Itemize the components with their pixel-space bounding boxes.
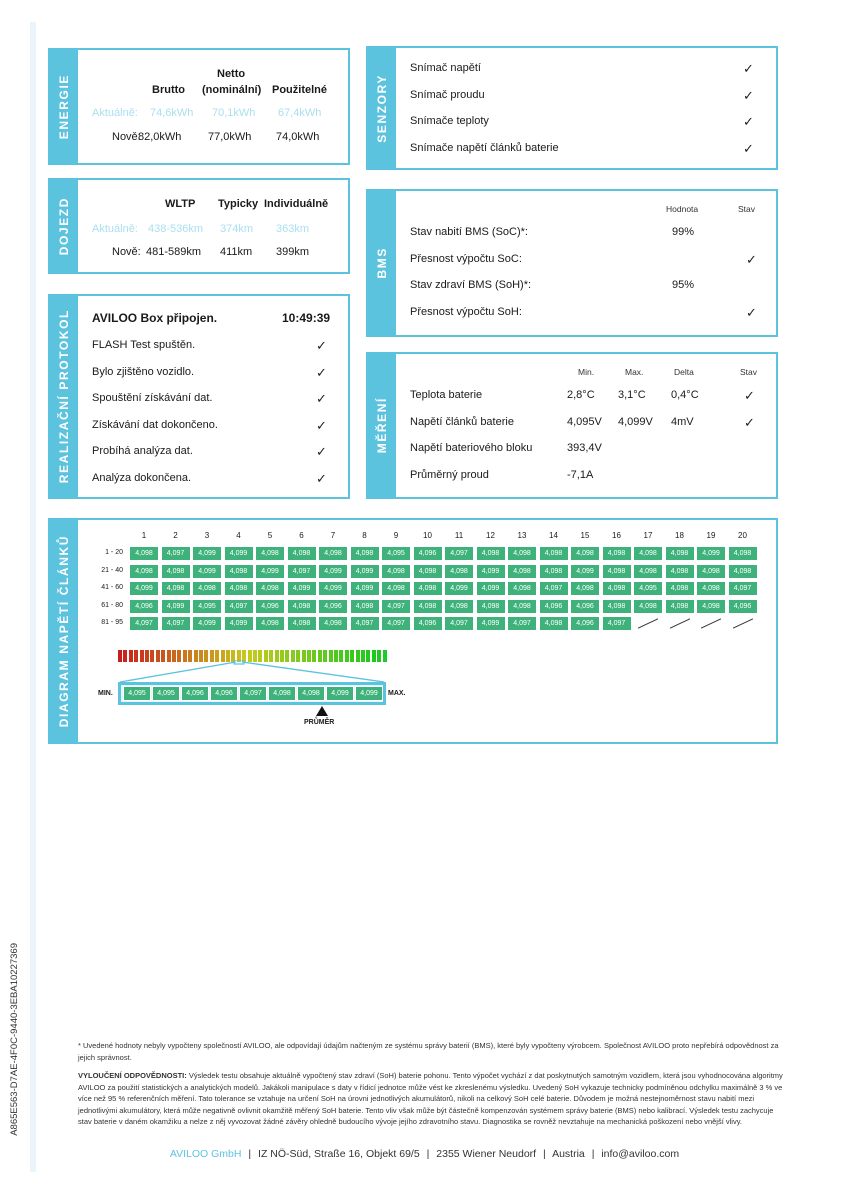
voltage-cell: 4,098 [476, 599, 506, 614]
check-icon: ✓ [744, 414, 755, 430]
range-col-wltp: WLTP [165, 198, 196, 210]
voltage-cell: 4,099 [224, 616, 254, 631]
measure-col-max: Max. [625, 367, 644, 377]
column-number: 2 [173, 531, 178, 540]
voltage-cell: 4,098 [444, 564, 474, 579]
measure-tab: MĚŘENÍ [368, 354, 396, 497]
range-new-wltp: 481-589km [146, 246, 202, 258]
scale-value-cell: 4,097 [239, 686, 267, 701]
energy-new-label: Nově: [112, 131, 141, 143]
measure-row-label: Napětí článků baterie [410, 415, 514, 428]
voltage-cell: 4,098 [570, 546, 600, 561]
voltage-cell: 4,095 [633, 581, 663, 596]
measure-min: -7,1A [567, 468, 594, 481]
footer-email[interactable]: info@aviloo.com [601, 1148, 680, 1160]
disclaimer-note: * Uvedené hodnoty nebyly vypočteny společností AVILOO, ale odpovídají údajům načteným ze systému správy baterií (BMS), které byly vypočteny výrobcem. Společnost AVILOO proto nepřebírá odpovědnost za jejich správnost. [78, 1041, 779, 1062]
voltage-cell: 4,099 [570, 564, 600, 579]
voltage-cell: 4,097 [129, 616, 159, 631]
bms-row-label: Stav nabití BMS (SoC)*: [410, 226, 528, 238]
voltage-cell: 4,098 [350, 546, 380, 561]
voltage-cell: 4,098 [539, 546, 569, 561]
energy-new-netto: 77,0kWh [208, 131, 252, 143]
voltage-cell: 4,096 [129, 599, 159, 614]
scale-value-cell: 4,095 [152, 686, 180, 701]
bms-col-state: Stav [738, 204, 756, 214]
voltage-cell: 4,098 [287, 599, 317, 614]
voltage-cell: 4,098 [350, 599, 380, 614]
measure-min: 393,4V [567, 442, 602, 454]
document-id: A865E563-D7AE-4F0C-9440-3EBA10227369 [8, 942, 20, 1136]
voltage-cell: 4,098 [665, 581, 695, 596]
voltage-cell: 4,098 [255, 546, 285, 561]
range-current-wltp: 438-536km [148, 223, 204, 235]
scale-value-cell: 4,095 [123, 686, 151, 701]
row-label: 1 - 20 [105, 549, 123, 556]
check-icon: ✓ [743, 114, 754, 129]
check-icon: ✓ [743, 87, 754, 103]
voltage-cell: 4,097 [444, 616, 474, 631]
energy-col-netto: Netto [217, 68, 246, 80]
energy-current-label: Aktuálně: [92, 107, 138, 119]
energy-panel [48, 48, 350, 165]
voltage-cell: 4,098 [224, 564, 254, 579]
voltage-cell: 4,099 [350, 581, 380, 596]
check-icon: ✓ [746, 304, 757, 320]
voltage-cell: 4,096 [413, 616, 443, 631]
voltage-cell: 4,099 [224, 546, 254, 561]
voltage-cell: 4,096 [539, 599, 569, 614]
column-number: 17 [643, 531, 653, 540]
protocol-item: Probíhá analýza dat. [92, 445, 193, 458]
voltage-cell: 4,097 [287, 564, 317, 579]
voltage-cell: 4,098 [413, 564, 443, 579]
column-number: 4 [236, 531, 241, 540]
disclaimer-body: Výsledek testu obsahuje aktuálně vypočtený stav zdraví (SoH) baterie pohonu. Tento výpočet vychází z dat poskytnutých samotným vozidlem, která jsou vyhodnocována algoritmy AVILOO za použití statistických a analytických modelů. Jakákoli manipulace s daty v řídicí jednotce může vést ke zkreslenému výsledku. Uvedený SoH vykazuje technicky podmíněnou odchylku maximálně 3 % ve více než 95 % referenčních měření. Tato tolerance se vztahuje na určení SoH na úrovni jednotlivých akumulátorů, nikoli na celkový SoH celé baterie. Důvodem je možná nestejnoměrnost stavu nabití mezi jednotlivými akumulátory, která může negativně ovlivnit okamžitě měřený SoH baterie. Tento vliv však může být částečně kompenzován systémem správy baterie (BMS) nebo kalibrací. Výsledek testu zachycuje stav baterie v daném okamžiku a nelze z něj vyvozovat žádné závěry ohledně budoucího vývoje jejího zdravotního stavu. Diagnostika se rovněž nevztahuje na mechanická poškození nebo vnější vlivy. [78, 1071, 783, 1126]
empty-cell-slash [701, 618, 721, 628]
measure-col-state: Stav [740, 367, 758, 377]
range-current-label: Aktuálně: [92, 223, 138, 235]
voltage-cell: 4,098 [633, 599, 663, 614]
energy-col-brutto: Brutto [152, 84, 185, 96]
voltage-cell: 4,098 [539, 616, 569, 631]
protocol-time: 10:49:39 [282, 311, 331, 325]
voltage-cell: 4,096 [728, 599, 758, 614]
disclaimer-body-block [78, 1070, 784, 1128]
check-icon: ✓ [316, 444, 327, 460]
disclaimer-title: VYLOUČENÍ ODPOVĚDNOSTI: [78, 1071, 187, 1080]
voltage-cell: 4,098 [633, 564, 663, 579]
column-number: 13 [517, 531, 527, 540]
energy-col-usable: Použitelné [272, 84, 328, 96]
check-icon: ✓ [743, 140, 754, 156]
voltage-cell: 4,096 [413, 546, 443, 561]
diagram-panel [48, 518, 778, 744]
voltage-cell: 4,098 [570, 581, 600, 596]
voltage-cell: 4,097 [161, 616, 191, 631]
average-marker-icon [316, 706, 328, 716]
check-icon: ✓ [316, 417, 327, 433]
bms-col-value: Hodnota [666, 204, 699, 214]
empty-cell-slash [638, 618, 658, 628]
bms-row-label: Přesnost výpočtu SoC: [410, 252, 522, 265]
voltage-cell: 4,098 [665, 546, 695, 561]
protocol-item: Spouštění získávání dat. [92, 392, 213, 405]
voltage-cell: 4,096 [255, 599, 285, 614]
voltage-cell: 4,097 [381, 616, 411, 631]
voltage-cell: 4,099 [476, 581, 506, 596]
column-number: 1 [141, 531, 147, 540]
voltage-cell: 4,098 [696, 599, 726, 614]
measure-min: 2,8°C [567, 389, 595, 401]
footer-country: Austria [552, 1148, 585, 1160]
voltage-cell: 4,099 [350, 564, 380, 579]
voltage-cell: 4,096 [570, 599, 600, 614]
average-label: PRŮMĚR [304, 719, 335, 726]
voltage-cell: 4,099 [318, 564, 348, 579]
voltage-cell: 4,098 [224, 581, 254, 596]
scale-value-cell: 4,099 [355, 686, 383, 701]
protocol-item: Bylo zjištěno vozidlo. [92, 365, 195, 378]
voltage-cell: 4,098 [728, 546, 758, 561]
scale-value-cell: 4,098 [297, 686, 325, 701]
voltage-cell: 4,097 [602, 616, 632, 631]
voltage-cell: 4,097 [350, 616, 380, 631]
voltage-cell: 4,098 [602, 599, 632, 614]
protocol-header: AVILOO Box připojen. [92, 311, 218, 325]
bms-row-label: Přesnost výpočtu SoH: [410, 305, 522, 318]
bms-panel [366, 189, 778, 337]
voltage-cell: 4,098 [539, 564, 569, 579]
footer-sep-4: | [591, 1148, 595, 1160]
voltage-cell: 4,098 [476, 546, 506, 561]
voltage-cell: 4,099 [255, 564, 285, 579]
measure-max: 3,1°C [618, 389, 646, 401]
voltage-cell: 4,097 [444, 546, 474, 561]
measure-delta: 4mV [671, 415, 694, 428]
voltage-cell: 4,095 [381, 546, 411, 561]
measure-col-delta: Delta [674, 367, 694, 377]
range-panel [48, 178, 350, 274]
energy-current-brutto: 74,6kWh [150, 107, 194, 119]
column-number: 12 [486, 531, 495, 540]
voltage-cell: 4,099 [129, 581, 159, 596]
voltage-cell: 4,098 [318, 546, 348, 561]
sensors-tab: SENZORY [368, 48, 396, 168]
min-max-strip [118, 682, 386, 705]
voltage-cell: 4,099 [476, 616, 506, 631]
voltage-cell: 4,098 [255, 616, 285, 631]
left-stripe [30, 22, 36, 1172]
energy-new-brutto: 82,0kWh [138, 131, 182, 143]
column-number: 9 [393, 531, 399, 540]
row-label: 21 - 40 [101, 566, 123, 574]
range-new-typical: 411km [220, 246, 253, 258]
energy-col-netto-sub: (nominální) [202, 84, 262, 96]
check-icon: ✓ [316, 471, 327, 486]
voltage-cell: 4,098 [696, 564, 726, 579]
energy-current-netto: 70,1kWh [212, 107, 256, 119]
row-label: 41 - 60 [101, 584, 123, 591]
voltage-cell: 4,098 [413, 599, 443, 614]
voltage-cell: 4,098 [633, 546, 663, 561]
measure-row-label: Napětí bateriového bloku [410, 442, 533, 454]
bms-row-label: Stav zdraví BMS (SoH)*: [410, 279, 532, 291]
voltage-cell: 4,098 [381, 581, 411, 596]
scale-value-cell: 4,098 [268, 686, 296, 701]
footer-sep-1: | [248, 1148, 252, 1160]
voltage-cell: 4,098 [129, 546, 159, 561]
energy-current-usable: 67,4kWh [278, 107, 322, 119]
footer-address: IZ NÖ-Süd, Straße 16, Objekt 69/5 [258, 1148, 420, 1160]
range-tab: DOJEZD [50, 180, 78, 272]
voltage-cell: 4,098 [129, 564, 159, 579]
range-current-individual: 363km [276, 223, 310, 235]
measure-col-min: Min. [578, 367, 595, 377]
voltage-cell: 4,098 [602, 546, 632, 561]
row-label: 61 - 80 [101, 601, 123, 609]
measure-delta: 0,4°C [671, 389, 699, 401]
voltage-cell: 4,099 [161, 599, 191, 614]
voltage-cell: 4,097 [381, 599, 411, 614]
voltage-cell: 4,098 [602, 581, 632, 596]
protocol-item: Analýza dokončena. [92, 472, 192, 484]
scale-value-cell: 4,099 [326, 686, 354, 701]
voltage-cell: 4,099 [287, 581, 317, 596]
range-current-typical: 374km [220, 223, 254, 235]
energy-tab: ENERGIE [50, 50, 78, 163]
scale-max-label: MAX. [388, 690, 406, 697]
check-icon: ✓ [744, 388, 755, 403]
measure-panel [366, 352, 778, 499]
voltage-cell: 4,096 [570, 616, 600, 631]
range-new-individual: 399km [276, 246, 310, 258]
protocol-panel [48, 294, 350, 499]
column-number: 6 [299, 531, 304, 540]
voltage-cell: 4,099 [444, 581, 474, 596]
voltage-cell: 4,097 [224, 599, 254, 614]
sensors-panel [366, 46, 778, 170]
empty-cell-slash [732, 618, 752, 628]
measure-max: 4,099V [618, 415, 653, 428]
column-number: 19 [706, 531, 716, 540]
row-label: 81 - 95 [101, 619, 123, 626]
column-number: 11 [454, 531, 464, 540]
column-number: 7 [330, 531, 336, 540]
voltage-cell: 4,097 [507, 616, 537, 631]
voltage-cell: 4,098 [507, 564, 537, 579]
scale-min-label: MIN. [98, 690, 113, 697]
voltage-cell: 4,098 [318, 616, 348, 631]
empty-cell-slash [669, 618, 689, 628]
column-number: 5 [267, 531, 273, 540]
voltage-cell: 4,099 [192, 616, 222, 631]
column-number: 20 [738, 531, 747, 540]
voltage-cell: 4,098 [665, 564, 695, 579]
voltage-cell: 4,098 [507, 581, 537, 596]
voltage-cell: 4,098 [507, 546, 537, 561]
check-icon: ✓ [316, 391, 327, 407]
footer-city: 2355 Wiener Neudorf [436, 1148, 537, 1160]
bms-row-value: 99% [672, 226, 695, 238]
range-col-individual: Individuálně [264, 198, 329, 210]
check-icon: ✓ [743, 61, 754, 76]
energy-new-usable: 74,0kWh [276, 131, 320, 143]
voltage-cell: 4,098 [255, 581, 285, 596]
column-number: 3 [204, 531, 210, 540]
voltage-cell: 4,098 [381, 564, 411, 579]
protocol-item: Získávání dat dokončeno. [92, 418, 218, 431]
protocol-tab: REALIZAČNÍ PROTOKOL [50, 296, 78, 497]
scale-value-cell: 4,096 [210, 686, 238, 701]
footer [0, 1148, 849, 1160]
voltage-cell: 4,098 [161, 564, 191, 579]
voltage-cell: 4,098 [287, 546, 317, 561]
voltage-cell: 4,097 [539, 581, 569, 596]
column-number: 18 [675, 531, 684, 540]
voltage-cell: 4,098 [287, 616, 317, 631]
bms-row-value: 95% [672, 279, 695, 291]
voltage-cell: 4,098 [192, 581, 222, 596]
check-icon: ✓ [746, 251, 757, 267]
voltage-cell: 4,097 [728, 581, 758, 596]
voltage-cell: 4,095 [192, 599, 222, 614]
voltage-cell: 4,099 [192, 564, 222, 579]
footer-sep-3: | [543, 1148, 546, 1160]
check-icon: ✓ [316, 338, 327, 353]
voltage-cell: 4,098 [602, 564, 632, 579]
scale-value-cell: 4,096 [181, 686, 209, 701]
sensor-item: Snímač proudu [410, 88, 485, 101]
voltage-cell: 4,098 [728, 564, 758, 579]
voltage-cell: 4,099 [318, 581, 348, 596]
sensor-item: Snímače teploty [410, 115, 489, 127]
voltage-cell: 4,098 [696, 581, 726, 596]
sensor-item: Snímače napětí článků baterie [410, 141, 559, 154]
range-col-typical: Typicky [218, 198, 259, 210]
sensor-item: Snímač napětí [410, 62, 481, 74]
voltage-cell: 4,099 [696, 546, 726, 561]
check-icon: ✓ [316, 364, 327, 380]
measure-row-label: Teplota baterie [410, 389, 483, 401]
column-number: 14 [549, 531, 558, 540]
column-number: 16 [612, 531, 621, 540]
measure-min: 4,095V [567, 415, 602, 428]
column-number: 8 [362, 531, 367, 540]
voltage-cell: 4,096 [318, 599, 348, 614]
voltage-cell: 4,098 [444, 599, 474, 614]
voltage-cell: 4,099 [192, 546, 222, 561]
voltage-cell: 4,098 [161, 581, 191, 596]
voltage-cell: 4,098 [507, 599, 537, 614]
protocol-item: FLASH Test spuštěn. [92, 339, 196, 351]
voltage-cell: 4,098 [665, 599, 695, 614]
voltage-cell: 4,099 [476, 564, 506, 579]
voltage-cell: 4,098 [413, 581, 443, 596]
voltage-cell: 4,097 [161, 546, 191, 561]
footer-sep-2: | [426, 1148, 430, 1160]
column-number: 10 [423, 531, 432, 540]
column-number: 15 [580, 531, 590, 540]
bms-tab: BMS [368, 191, 396, 335]
range-new-label: Nově: [112, 246, 141, 258]
diagram-tab: DIAGRAM NAPĚTÍ ČLÁNKŮ [50, 520, 78, 742]
measure-row-label: Průměrný proud [410, 468, 489, 481]
footer-company: AVILOO GmbH [169, 1148, 242, 1160]
